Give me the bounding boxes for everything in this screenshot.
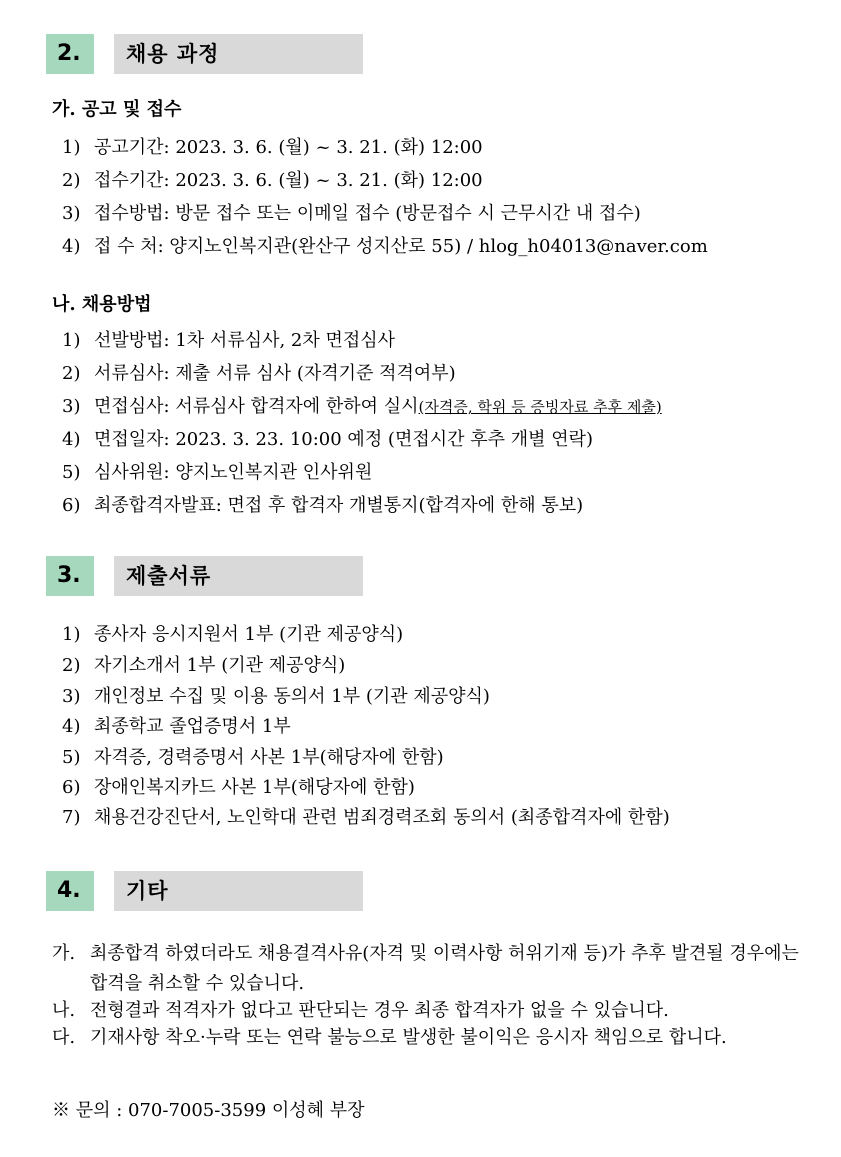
subsection-na-heading: 나. 채용방법 [52,294,152,315]
list-item: 6) 최종합격자발표: 면접 후 합격자 개별통지(합격자에 한해 통보) [62,495,584,516]
section-2-title: 채용 과정 [114,34,363,74]
list-item: 4) 접 수 처: 양지노인복지관(완산구 성지산로 55) / hlog_h04013@naver.com [62,236,708,257]
section-3-title: 제출서류 [114,556,363,596]
list-item: 6) 장애인복지카드 사본 1부(해당자에 한함) [62,777,415,798]
list-item: 1) 종사자 응시지원서 1부 (기관 제공양식) [62,624,404,645]
list-item: 5) 심사위원: 양지노인복지관 인사위원 [62,462,373,483]
contact-info: ※ 문의 : 070-7005-3599 이성혜 부장 [52,1100,365,1121]
subsection-ga-heading: 가. 공고 및 접수 [52,99,182,120]
note-item: 나. 전형결과 적격자가 없다고 판단되는 경우 최종 합격자가 없을 수 있습니다. [52,1000,669,1021]
list-item: 3) 개인정보 수집 및 이용 동의서 1부 (기관 제공양식) [62,686,490,707]
list-item: 3) 면접심사: 서류심사 합격자에 한하여 실시(자격증, 학위 등 증빙자료 추후 제출) [62,396,662,417]
list-item: 2) 서류심사: 제출 서류 심사 (자격기준 적격여부) [62,363,456,384]
section-2-number: 2. [46,34,94,74]
list-item: 7) 채용건강진단서, 노인학대 관련 범죄경력조회 동의서 (최종합격자에 한함) [62,807,670,828]
list-item: 1) 공고기간: 2023. 3. 6. (월) ~ 3. 21. (화) 12:00 [62,137,483,158]
note-item: 다. 기재사항 착오·누락 또는 연락 불능으로 발생한 불이익은 응시자 책임으로 합니다. [52,1027,727,1048]
evidence-note: (자격증, 학위 등 증빙자료 추후 제출) [418,398,662,416]
section-4-title: 기타 [114,871,363,911]
section-3-number: 3. [46,556,94,596]
list-item: 4) 최종학교 졸업증명서 1부 [62,716,291,737]
list-item: 2) 접수기간: 2023. 3. 6. (월) ~ 3. 21. (화) 12:00 [62,170,483,191]
list-item: 1) 선발방법: 1차 서류심사, 2차 면접심사 [62,330,396,351]
list-item: 3) 접수방법: 방문 접수 또는 이메일 접수 (방문접수 시 근무시간 내 접수) [62,203,641,224]
section-4-number: 4. [46,871,94,911]
note-item: 가. 최종합격 하였더라도 채용결격사유(자격 및 이력사항 허위기재 등)가 추후 발견될 경우에는 합격을 취소할 수 있습니다. [52,943,799,994]
list-item: 5) 자격증, 경력증명서 사본 1부(해당자에 한함) [62,747,444,768]
list-item: 4) 면접일자: 2023. 3. 23. 10:00 예정 (면접시간 후추 개별 연락) [62,429,594,450]
list-item: 2) 자기소개서 1부 (기관 제공양식) [62,655,346,676]
